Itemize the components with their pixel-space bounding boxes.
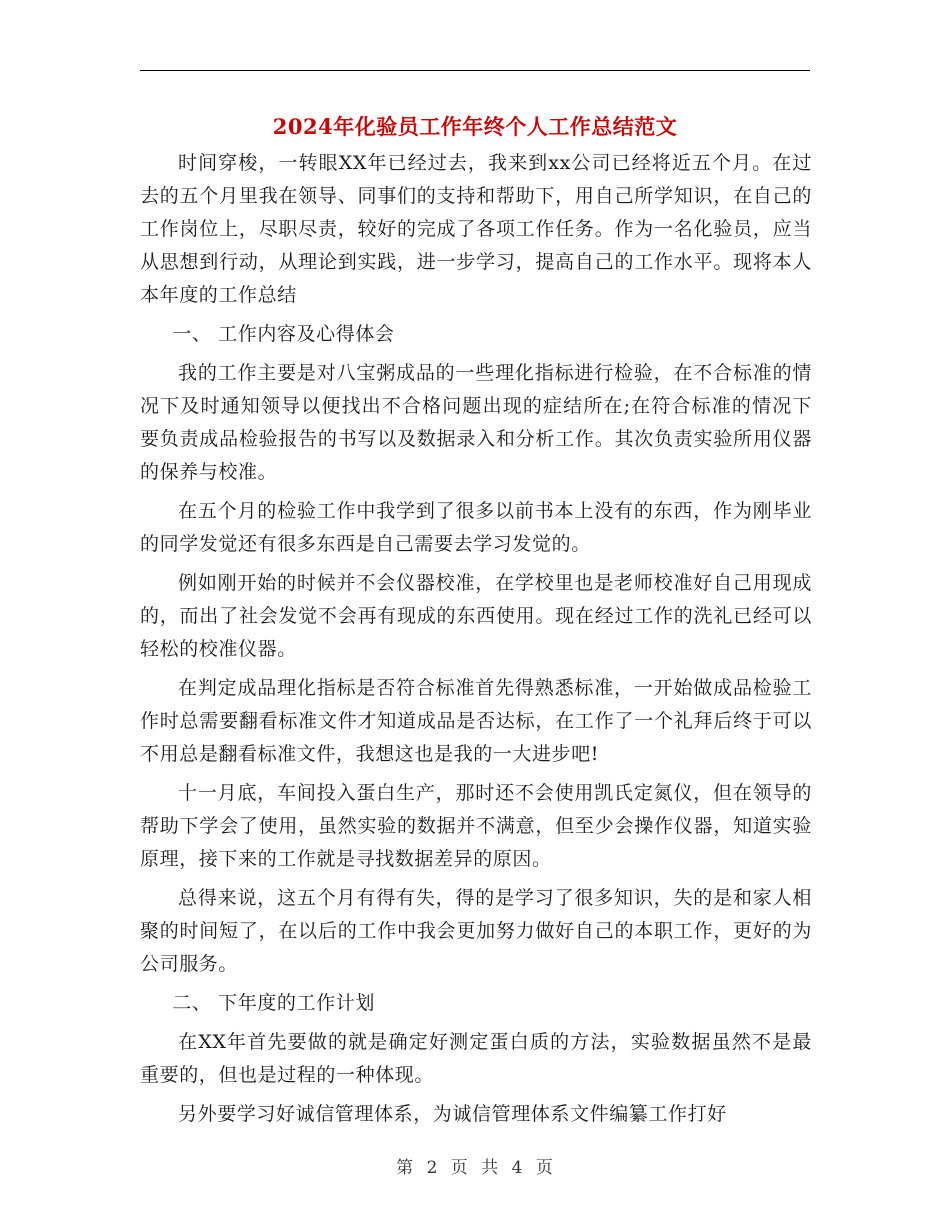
paragraph-summary: 总得来说，这五个月有得有失，得的是学习了很多知识，失的是和家人相聚的时间短了，在以后的工作中我会更加努力做好自己的本职工作，更好的为公司服务。	[140, 887, 812, 975]
paragraph-plan-integrity: 另外要学习好诚信管理体系，为诚信管理体系文件编纂工作打好	[178, 1103, 727, 1125]
paragraph-learning: 在五个月的检验工作中我学到了很多以前书本上没有的东西，作为刚毕业的同学发觉还有很多东西是自己需要去学习发觉的。	[140, 500, 812, 555]
section-heading-2: 二、 下年度的工作计划	[172, 992, 375, 1014]
document-body	[140, 147, 812, 1137]
paragraph-plan-protein: 在XX年首先要做的就是确定好测定蛋白质的方法，实验数据虽然不是最重要的，但也是过程的一种体现。	[140, 1031, 812, 1086]
paragraph-intro: 时间穿梭，一转眼XX年已经过去，我来到xx公司已经将近五个月。在过去的五个月里我在领导、同事们的支持和帮助下，用自己所学知识，在自己的工作岗位上，尽职尽责，较好的完成了各项工作任务。作为一名化验员，应当从思想到行动，从理论到实践，进一步学习，提高自己的工作水平。现将本人本年度的工作总结	[140, 152, 812, 306]
header-rule	[140, 70, 810, 71]
paragraph-work-content: 我的工作主要是对八宝粥成品的一些理化指标进行检验，在不合标准的情况下及时通知领导以便找出不合格问题出现的症结所在;在符合标准的情况下要负责成品检验报告的书写以及数据录入和分析工作。其次负责实验所用仪器的保养与校准。	[140, 362, 812, 483]
section-heading-1: 一、 工作内容及心得体会	[172, 323, 395, 345]
page-number: 第 2 页 共 4 页	[396, 1158, 554, 1178]
paragraph-calibration: 例如刚开始的时候并不会仪器校准，在学校里也是老师校准好自己用现成的，而出了社会发觉不会再有现成的东西使用。现在经过工作的洗礼已经可以轻松的校准仪器。	[140, 572, 812, 660]
paragraph-standards: 在判定成品理化指标是否符合标准首先得熟悉标准，一开始做成品检验工作时总需要翻看标准文件才知道成品是否达标，在工作了一个礼拜后终于可以不用总是翻看标准文件，我想这也是我的一大进步吧!	[140, 677, 812, 765]
paragraph-protein: 十一月底，车间投入蛋白生产，那时还不会使用凯氏定氮仪，但在领导的帮助下学会了使用，虽然实验的数据并不满意，但至少会操作仪器，知道实验原理，接下来的工作就是寻找数据差异的原因。	[140, 782, 812, 870]
document-title: 2024年化验员工作年终个人工作总结范文	[272, 114, 678, 139]
